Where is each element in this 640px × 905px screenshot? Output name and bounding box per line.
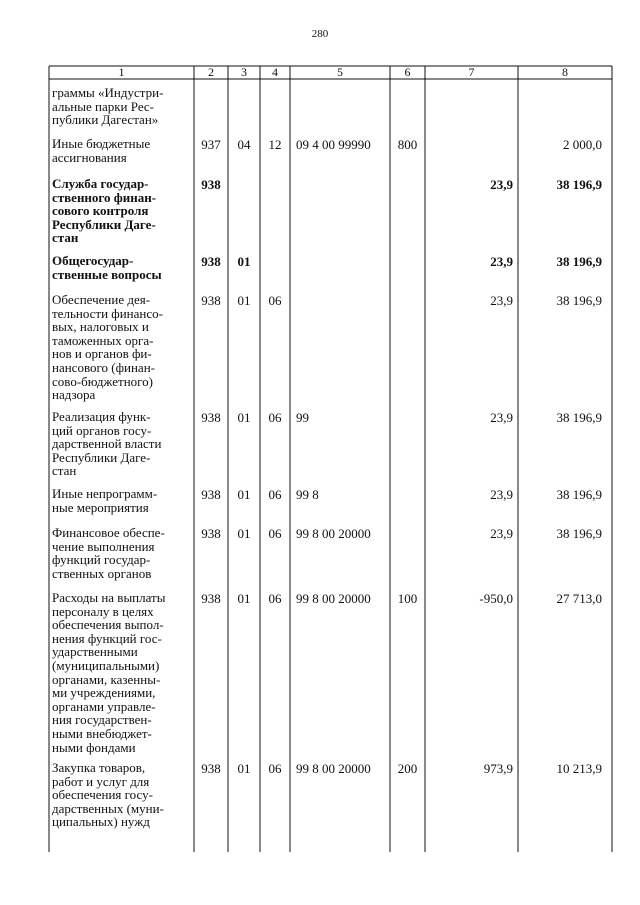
cell-col-4: 12 [268,137,282,152]
description-line: ные мероприятия [52,499,149,515]
description-line: Расходы на выплаты [52,590,166,605]
description-line: таможенных орга- [52,332,154,348]
cell-col-7: 973,9 [483,761,513,776]
cell-col-4: 06 [268,410,282,425]
description-line: ципальных) нужд [52,814,150,830]
description-line: Общегосудар- [52,253,134,268]
cell-col-8: 38 196,9 [556,410,602,425]
description-line: обеспечения выпол- [52,617,164,633]
description-line: ния государствен- [52,712,152,728]
description-line: тельности финансо- [52,305,163,321]
cell-col-7: 23,9 [490,526,513,541]
cell-col-3: 01 [237,293,251,308]
cell-col-2: 938 [201,526,221,541]
cell-col-4: 06 [268,591,282,606]
description-line: Иные бюджетные [52,136,151,151]
cell-col-8: 38 196,9 [556,293,602,308]
col-header-8: 8 [562,65,568,79]
description-line: ными внебюджет- [52,725,152,741]
description-line: граммы «Индустри- [52,85,164,100]
cell-col-5: 09 4 00 99990 [296,137,371,152]
cell-col-5: 99 8 00 20000 [296,761,371,776]
col-header-4: 4 [272,65,278,79]
description-line: Финансовое обеспе- [52,525,165,540]
description-line: Служба государ- [52,176,149,191]
row-description [52,86,192,127]
description-line: ассигнования [52,149,127,165]
description-line: Закупка товаров, [52,760,146,775]
cell-col-3: 04 [237,137,251,152]
cell-col-7: -950,0 [479,591,513,606]
cell-col-3: 01 [237,591,251,606]
description-line: ственного финан- [52,189,157,205]
cell-col-4: 06 [268,293,282,308]
cell-col-2: 938 [201,293,221,308]
row-description [52,177,192,245]
row-description [52,526,192,580]
cell-col-2: 938 [201,410,221,425]
cell-col-3: 01 [237,410,251,425]
row-description [52,761,192,829]
cell-col-4: 06 [268,487,282,502]
cell-col-8: 38 196,9 [556,487,602,502]
col-header-5: 5 [337,65,343,79]
description-line: альные парки Рес- [52,98,155,114]
cell-col-6: 800 [397,137,418,152]
cell-col-2: 938 [201,254,221,269]
cell-col-4: 06 [268,526,282,541]
cell-col-7: 23,9 [490,410,513,425]
row-description [52,137,192,164]
description-line: стан [52,230,79,246]
page-number: 280 [311,28,329,40]
description-line: Обеспечение дея- [52,292,151,307]
col-header-6: 6 [404,65,411,79]
cell-col-3: 01 [237,254,251,269]
row-description [52,293,192,402]
col-header-2: 2 [208,65,214,79]
description-line: (муниципальными) [52,657,160,673]
col-header-1: 1 [118,65,125,79]
col-header-7: 7 [468,65,475,79]
description-line: функций государ- [52,552,151,568]
col-header-3: 3 [241,65,247,79]
description-line: сового контроля [52,203,149,219]
row-description [52,487,192,514]
cell-col-8: 2 000,0 [563,137,602,152]
cell-col-2: 938 [201,591,221,606]
cell-col-7: 23,9 [490,293,513,308]
cell-col-2: 938 [201,487,221,502]
cell-col-8: 10 213,9 [556,761,602,776]
description-line: публики Дагестан» [52,112,159,128]
cell-col-8: 27 713,0 [556,591,602,606]
description-line: ми учреждениями, [52,685,156,701]
cell-col-5: 99 [296,410,309,425]
description-line: ственных органов [52,565,152,581]
cell-col-5: 99 8 [296,487,319,502]
cell-col-3: 01 [237,526,251,541]
cell-col-6: 100 [397,591,418,606]
cell-col-3: 01 [237,487,251,502]
description-line: Иные непрограмм- [52,486,158,501]
cell-col-2: 938 [201,761,221,776]
description-line: нов и органов фи- [52,346,152,362]
description-line: нансового (финан- [52,359,155,375]
description-line: персоналу в целях [52,603,154,619]
cell-col-8: 38 196,9 [556,177,602,192]
description-line: надзора [52,387,96,403]
cell-col-8: 38 196,9 [556,526,602,541]
cell-col-3: 01 [237,761,251,776]
description-line: работ и услуг для [52,773,150,789]
description-line: Республики Даге- [52,449,151,465]
description-line: органами управле- [52,698,156,714]
description-line: обеспечения госу- [52,787,153,803]
row-description [52,591,192,754]
description-line: сово-бюджетного) [52,373,153,389]
cell-col-5: 99 8 00 20000 [296,526,371,541]
description-line: ственные вопросы [52,266,162,282]
cell-col-7: 23,9 [490,254,513,269]
row-description [52,410,192,478]
description-line: ций органов госу- [52,422,152,438]
cell-col-6: 200 [397,761,418,776]
description-line: чение выполнения [52,538,155,554]
description-line: вых, налоговых и [52,319,149,335]
description-line: ударственными [52,644,138,660]
description-line: ными фондами [52,739,136,755]
description-line: Реализация функ- [52,409,151,424]
description-line: дарственной власти [52,436,162,452]
cell-col-4: 06 [268,761,282,776]
cell-col-2: 937 [201,137,221,152]
description-line: нения функций гос- [52,630,162,646]
cell-col-7: 23,9 [490,177,513,192]
cell-col-2: 938 [201,177,221,192]
cell-col-5: 99 8 00 20000 [296,591,371,606]
description-line: стан [52,463,77,479]
cell-col-8: 38 196,9 [556,254,602,269]
description-line: органами, казенны- [52,671,161,687]
description-line: Республики Даге- [52,216,156,232]
description-line: дарственных (муни- [52,800,164,816]
cell-col-7: 23,9 [490,487,513,502]
row-description [52,254,192,281]
